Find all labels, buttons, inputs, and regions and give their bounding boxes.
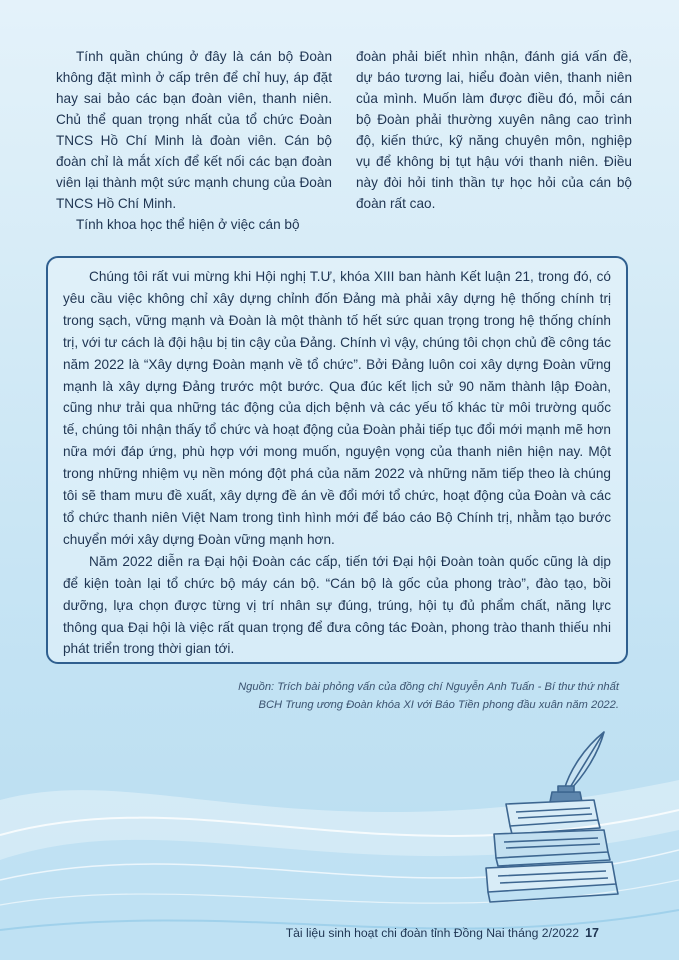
page-footer xyxy=(286,926,599,940)
page-number: 17 xyxy=(585,926,599,940)
left-column xyxy=(56,46,332,235)
footer-text: Tài liệu sinh hoạt chi đoàn tỉnh Đồng Nai tháng 2/2022 xyxy=(285,926,580,940)
quote-paragraph-2: Năm 2022 diễn ra Đại hội Đoàn các cấp, tiến tới Đại hội Đoàn toàn quốc cũng là dịp để kiện toàn lại tổ chức bộ máy cán bộ. “Cán bộ là gốc của phong trào”, đào tạo, bồi dưỡng, lựa chọn được từng vị trí nhân sự đúng, trúng, hội tụ đủ phẩm chất, năng lực thông qua Đại hội là việc rất quan trọng để đưa công tác Đoàn, phong trào thanh thiếu nhi phát triển trong thời gian tới. xyxy=(63,553,611,657)
source-line-2: BCH Trung ương Đoàn khóa XI với Báo Tiền phong đầu xuân năm 2022. xyxy=(258,699,619,711)
left-paragraph-2: Tính khoa học thể hiện ở việc cán bộ xyxy=(76,217,300,232)
right-column xyxy=(356,46,632,235)
left-paragraph-1: Tính quần chúng ở đây là cán bộ Đoàn không đặt mình ở cấp trên để chỉ huy, áp đặt hay sai bảo các bạn đoàn viên, thanh niên. Chủ thể quan trọng nhất của tổ chức Đoàn TNCS Hồ Chí Minh là đoàn viên. Cán bộ đoàn chỉ là mắt xích để kết nối các bạn đoàn viên lại thành một sức mạnh chung của Đoàn TNCS Hồ Chí Minh. xyxy=(56,49,332,211)
source-citation xyxy=(149,678,619,714)
source-line-1: Nguồn: Trích bài phỏng vấn của đồng chí Nguyễn Anh Tuấn - Bí thư thứ nhất xyxy=(238,681,619,693)
quote-paragraph-1: Chúng tôi rất vui mừng khi Hội nghị T.Ư, khóa XIII ban hành Kết luận 21, trong đó, có yêu cầu việc không chỉ xây dựng chỉnh đốn Đảng mà phải xây dựng hệ thống chính trị trong sạch, vững mạnh và Đoàn là một thành tố hết sức quan trọng trong hệ thống chính trị, với tư cách là đội hậu bị tin cậy của Đảng. Chính vì vậy, chúng tôi chọn chủ đề công tác năm 2022 là “Xây dựng Đoàn mạnh về tổ chức”. Bởi Đảng luôn coi xây dựng Đoàn vững mạnh là xây dựng Đảng trước một bước. Qua đúc kết lịch sử 90 năm thành lập Đoàn, cũng như trải qua những tác động của dịch bệnh và các yếu tố khác từ môi trường quốc tế, chúng tôi nhận thấy tổ chức và hoạt động của Đoàn phải tiếp tục đổi mới mạnh mẽ hơn nữa mới đáp ứng, phù hợp với mong muốn, nguyện vọng của thanh niên hiện nay. Một trong những nhiệm vụ nền móng đột phá của năm 2022 và những năm tiếp theo là chúng tôi sẽ tham mưu đề xuất, xây dựng đề án về đổi mới tổ chức, hoạt động của Đoàn và các tổ chức thanh niên Việt Nam trong tình hình mới để báo cáo Bộ Chính trị, nhằm tạo bước chuyển mới xây dựng Đoàn vững mạnh hơn. xyxy=(63,269,611,547)
books-quill-inkwell-icon xyxy=(472,730,632,910)
top-text-columns xyxy=(56,46,632,235)
right-paragraph-1: đoàn phải biết nhìn nhận, đánh giá vấn đề, dự báo tương lai, hiểu đoàn viên, thanh niên của mình. Muốn làm được điều đó, mỗi cán bộ Đoàn phải thường xuyên nâng cao trình độ, kiến thức, kỹ năng chuyên môn, nghiệp vụ để không bị tụt hậu với thanh niên. Điều này đòi hỏi tinh thần tự học hỏi của cán bộ đoàn rất cao. xyxy=(356,49,632,211)
quote-box xyxy=(46,256,628,664)
